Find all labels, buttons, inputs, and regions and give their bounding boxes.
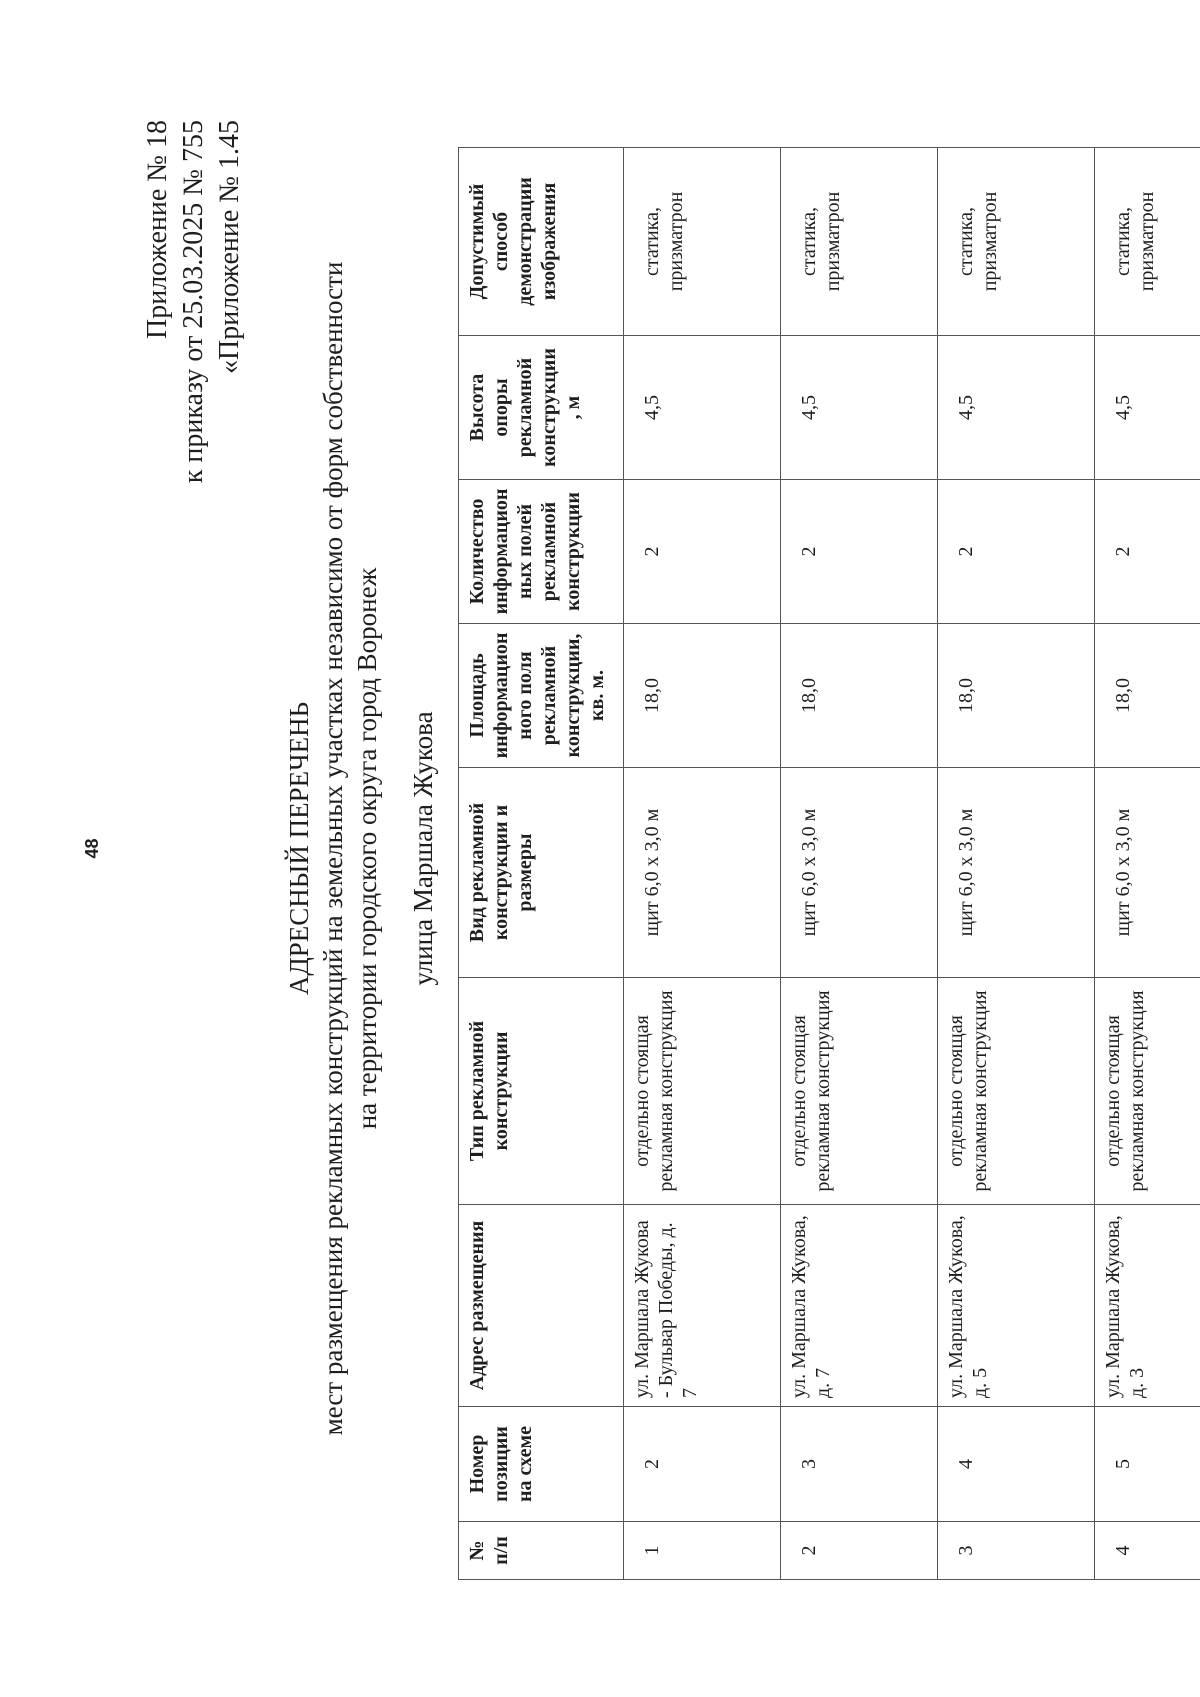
cell-construction-kind: щит 6,0 х 3,0 м xyxy=(938,768,1095,978)
registry-table xyxy=(458,147,1200,1580)
header-address: Адрес размещения xyxy=(459,1205,624,1407)
cell-construction-type: отдельно стоящая рекламная конструкция xyxy=(1095,978,1200,1205)
cell-support-height: 4,5 xyxy=(938,336,1095,480)
cell-field-count: 2 xyxy=(624,480,781,624)
header-field-count: Количество информацион ных полей рекламной конструкции xyxy=(459,480,624,624)
header-row-number: № п/п xyxy=(459,1522,624,1580)
page-number: 48 xyxy=(82,838,102,859)
cell-field-count: 2 xyxy=(938,480,1095,624)
cell-field-count: 2 xyxy=(781,480,938,624)
cell-display-method: статика, призматрон xyxy=(624,148,781,336)
cell-support-height: 4,5 xyxy=(1095,336,1200,480)
table-row xyxy=(1095,148,1200,1580)
cell-address: ул. Маршала Жукова, д. 5 xyxy=(938,1205,1095,1407)
cell-construction-type: отдельно стоящая рекламная конструкция xyxy=(781,978,938,1205)
appendix-reference: «Приложение № 1.45 xyxy=(214,120,245,374)
appendix-block xyxy=(140,120,248,483)
cell-construction-type: отдельно стоящая рекламная конструкция xyxy=(938,978,1095,1205)
cell-construction-kind: щит 6,0 х 3,0 м xyxy=(1095,768,1200,978)
document-subtitle-line-2: на территории городского округа город Воронеж xyxy=(352,567,382,1130)
table-row xyxy=(624,148,781,1580)
cell-display-method: статика, призматрон xyxy=(781,148,938,336)
cell-row-number: 2 xyxy=(781,1522,938,1580)
cell-construction-type: отдельно стоящая рекламная конструкция xyxy=(624,978,781,1205)
cell-scheme-position: 2 xyxy=(624,1407,781,1522)
table-row xyxy=(938,148,1095,1580)
header-support-height: Высота опоры рекламной конструкции , м xyxy=(459,336,624,480)
cell-field-area: 18,0 xyxy=(781,624,938,768)
cell-field-area: 18,0 xyxy=(624,624,781,768)
cell-scheme-position: 3 xyxy=(781,1407,938,1522)
cell-support-height: 4,5 xyxy=(781,336,938,480)
header-display-method: Допустимый способ демонстрации изображения xyxy=(459,148,624,336)
cell-address: ул. Маршала Жукова - Бульвар Победы, д. 7 xyxy=(624,1205,781,1407)
cell-display-method: статика, призматрон xyxy=(1095,148,1200,336)
cell-row-number: 1 xyxy=(624,1522,781,1580)
header-scheme-position: Номер позиции на схеме xyxy=(459,1407,624,1522)
street-name: улица Маршала Жукова xyxy=(408,711,438,986)
table-header-row xyxy=(459,148,624,1580)
appendix-order: к приказу от 25.03.2025 № 755 xyxy=(178,120,209,484)
document-subtitle-line-1: мест размещения рекламных конструкций на земельных участках независимо от форм собственности xyxy=(318,261,348,1436)
cell-address: ул. Маршала Жукова, д. 3 xyxy=(1095,1205,1200,1407)
cell-support-height: 4,5 xyxy=(624,336,781,480)
cell-field-count: 2 xyxy=(1095,480,1200,624)
header-field-area: Площадь информацион ного поля рекламной конструкции, кв. м. xyxy=(459,624,624,768)
cell-address: ул. Маршала Жукова, д. 7 xyxy=(781,1205,938,1407)
cell-scheme-position: 5 xyxy=(1095,1407,1200,1522)
appendix-number: Приложение № 18 xyxy=(142,120,173,339)
cell-construction-kind: щит 6,0 х 3,0 м xyxy=(781,768,938,978)
cell-scheme-position: 4 xyxy=(938,1407,1095,1522)
cell-row-number: 4 xyxy=(1095,1522,1200,1580)
document-title: АДРЕСНЫЙ ПЕРЕЧЕНЬ xyxy=(284,701,314,996)
cell-construction-kind: щит 6,0 х 3,0 м xyxy=(624,768,781,978)
cell-field-area: 18,0 xyxy=(1095,624,1200,768)
header-construction-kind: Вид рекламной конструкции и размеры xyxy=(459,768,624,978)
cell-field-area: 18,0 xyxy=(938,624,1095,768)
cell-row-number: 3 xyxy=(938,1522,1095,1580)
table-row xyxy=(781,148,938,1580)
header-construction-type: Тип рекламной конструкции xyxy=(459,978,624,1205)
document-heading xyxy=(282,0,440,1697)
cell-display-method: статика, призматрон xyxy=(938,148,1095,336)
